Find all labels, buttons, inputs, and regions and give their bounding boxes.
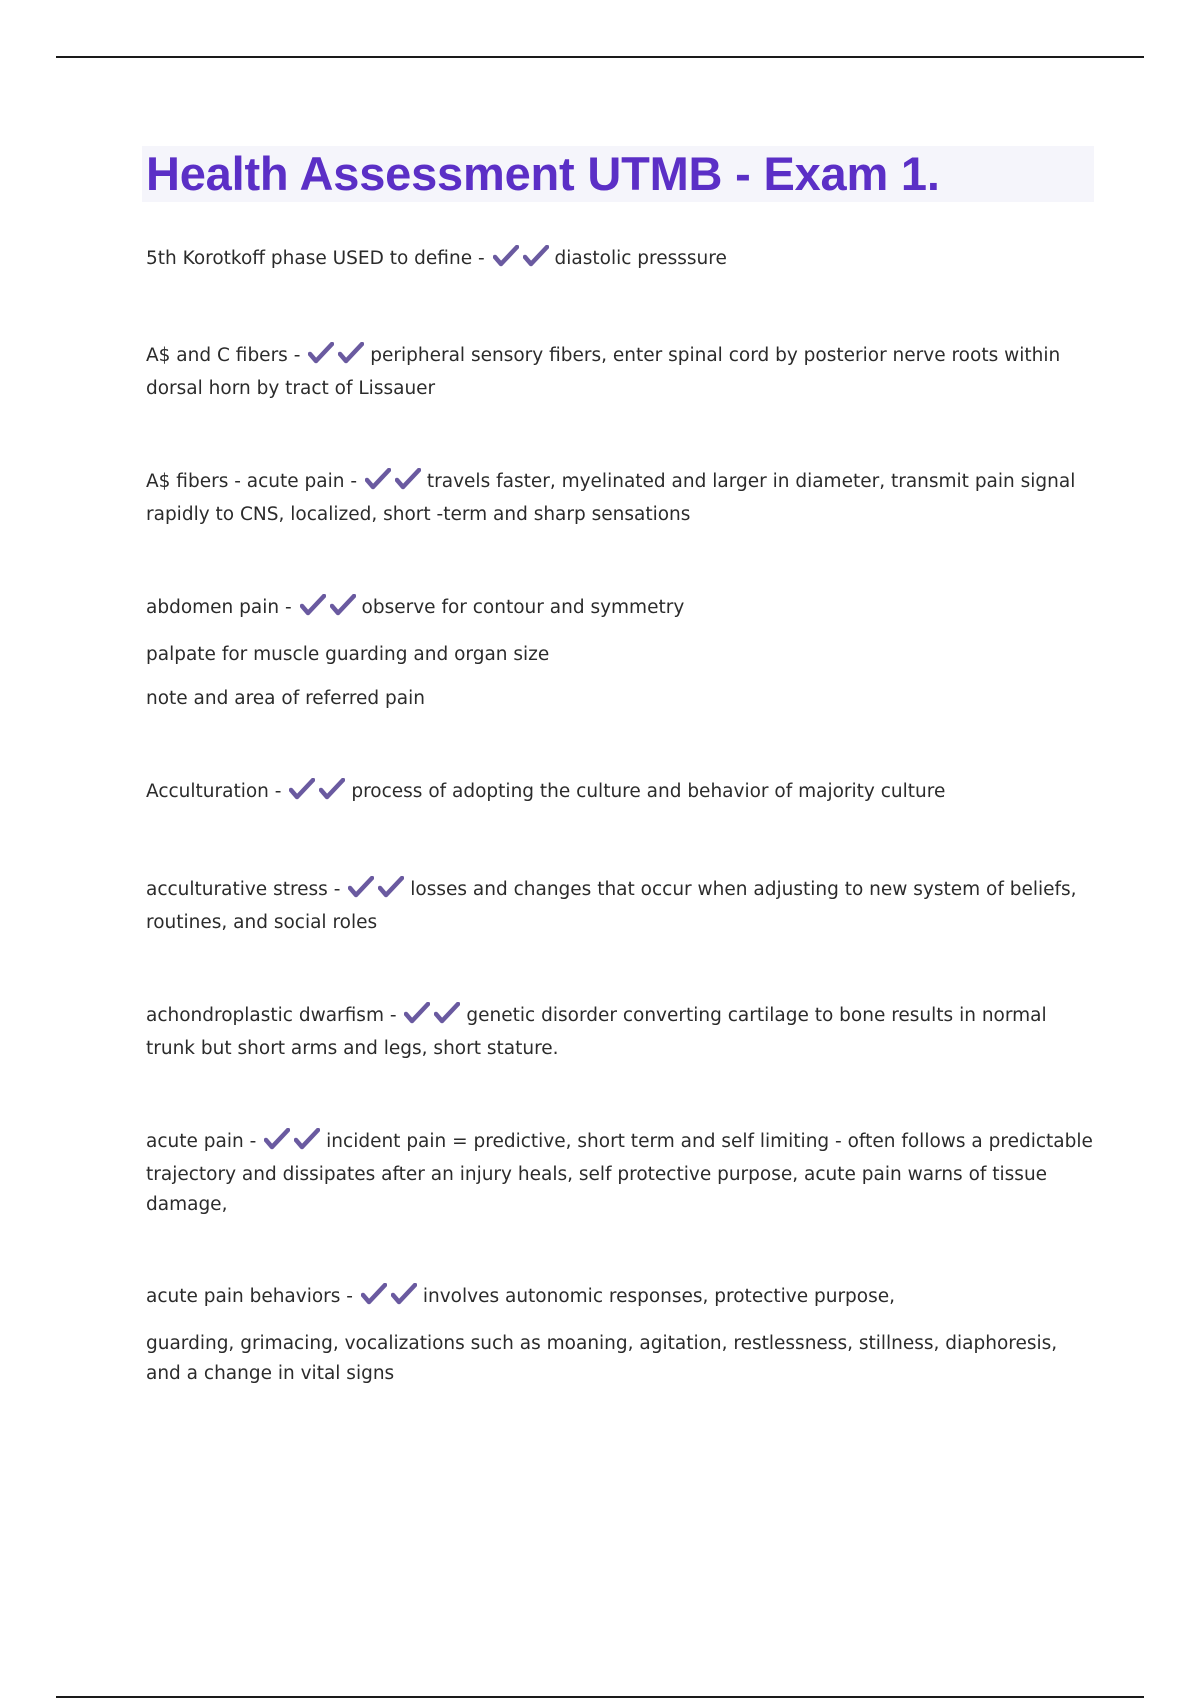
checkmark-icon (391, 1283, 417, 1305)
checkmark-icon (493, 245, 519, 267)
entry-main-line (146, 1001, 1096, 1064)
checkmark-icon (308, 342, 334, 364)
entry-definition: diastolic presssure (554, 248, 727, 269)
entry-term: acculturative stress - (146, 879, 341, 900)
entry-extra-line: palpate for muscle guarding and organ size (146, 644, 550, 665)
check-marks (365, 468, 425, 500)
flashcard-entry (146, 341, 1096, 404)
checkmark-icon (404, 1002, 430, 1024)
flashcard-entry (146, 1282, 1096, 1389)
checkmark-icon (338, 342, 364, 364)
entry-term: achondroplastic dwarfism - (146, 1005, 397, 1026)
checkmark-icon (348, 876, 374, 898)
bottom-rule (56, 1696, 1144, 1698)
entry-term: A$ fibers - acute pain - (146, 471, 358, 492)
entry-definition: process of adopting the culture and behavior of majority culture (351, 781, 946, 802)
checkmark-icon (330, 594, 356, 616)
entry-main-line (146, 593, 1096, 626)
entry-term: acute pain behaviors - (146, 1286, 353, 1307)
checkmark-icon (378, 876, 404, 898)
check-marks (404, 1002, 464, 1034)
checkmark-icon (264, 1128, 290, 1150)
entry-main-line (146, 341, 1096, 404)
entry-extra-line: note and area of referred pain (146, 688, 425, 709)
entry-term: 5th Korotkoff phase USED to define - (146, 248, 485, 269)
checkmark-icon (289, 778, 315, 800)
flashcard-entry (146, 244, 1096, 277)
check-marks (300, 594, 360, 626)
entry-definition: involves autonomic responses, protective purpose, (422, 1286, 896, 1307)
checkmark-icon (294, 1128, 320, 1150)
entry-definition: peripheral sensory fibers, enter spinal cord by posterior nerve roots within dorsal horn by tract of Lissauer (146, 345, 1061, 399)
entry-main-line (146, 875, 1096, 938)
check-marks (361, 1283, 421, 1315)
check-marks (493, 245, 553, 277)
flashcard-entry (146, 1127, 1096, 1220)
flashcard-entry (146, 1001, 1096, 1064)
entry-main-line (146, 1127, 1096, 1220)
entry-term: abdomen pain - (146, 597, 292, 618)
entry-main-line (146, 244, 1096, 277)
entry-main-line (146, 1282, 1096, 1315)
checkmark-icon (319, 778, 345, 800)
entry-definition: observe for contour and symmetry (361, 597, 685, 618)
entry-extra-line: guarding, grimacing, vocalizations such as moaning, agitation, restlessness, stillness, diaphoresis, and a change in vital signs (146, 1333, 1058, 1384)
entry-definition: travels faster, myelinated and larger in diameter, transmit pain signal rapidly to CNS, localized, short -term and sharp sensations (146, 471, 1076, 525)
checkmark-icon (434, 1002, 460, 1024)
checkmark-icon (361, 1283, 387, 1305)
entry-term: acute pain - (146, 1131, 257, 1152)
flashcard-entry (146, 875, 1096, 938)
top-rule (56, 56, 1144, 58)
check-marks (289, 778, 349, 810)
document-title: Health Assessment UTMB - Exam 1. (146, 147, 940, 200)
flashcard-entry (146, 777, 1096, 810)
entry-main-line (146, 777, 1096, 810)
entry-term: A$ and C fibers - (146, 345, 301, 366)
entry-definition: incident pain = predictive, short term and self limiting - often follows a predictable trajectory and dissipates after an injury heals, self protective purpose, acute pain warns of tissue damage, (146, 1131, 1093, 1215)
checkmark-icon (523, 245, 549, 267)
entry-main-line (146, 467, 1096, 530)
flashcard-entry (146, 593, 1096, 714)
check-marks (348, 876, 408, 908)
entry-term: Acculturation - (146, 781, 282, 802)
check-marks (264, 1128, 324, 1160)
checkmark-icon (395, 468, 421, 490)
flashcard-entry (146, 467, 1096, 530)
checkmark-icon (365, 468, 391, 490)
entry-definition: losses and changes that occur when adjusting to new system of beliefs, routines, and social roles (146, 879, 1077, 933)
entry-definition: genetic disorder converting cartilage to bone results in normal trunk but short arms and legs, short stature. (146, 1005, 1047, 1059)
checkmark-icon (300, 594, 326, 616)
flashcard-list (146, 244, 1096, 1389)
check-marks (308, 342, 368, 374)
